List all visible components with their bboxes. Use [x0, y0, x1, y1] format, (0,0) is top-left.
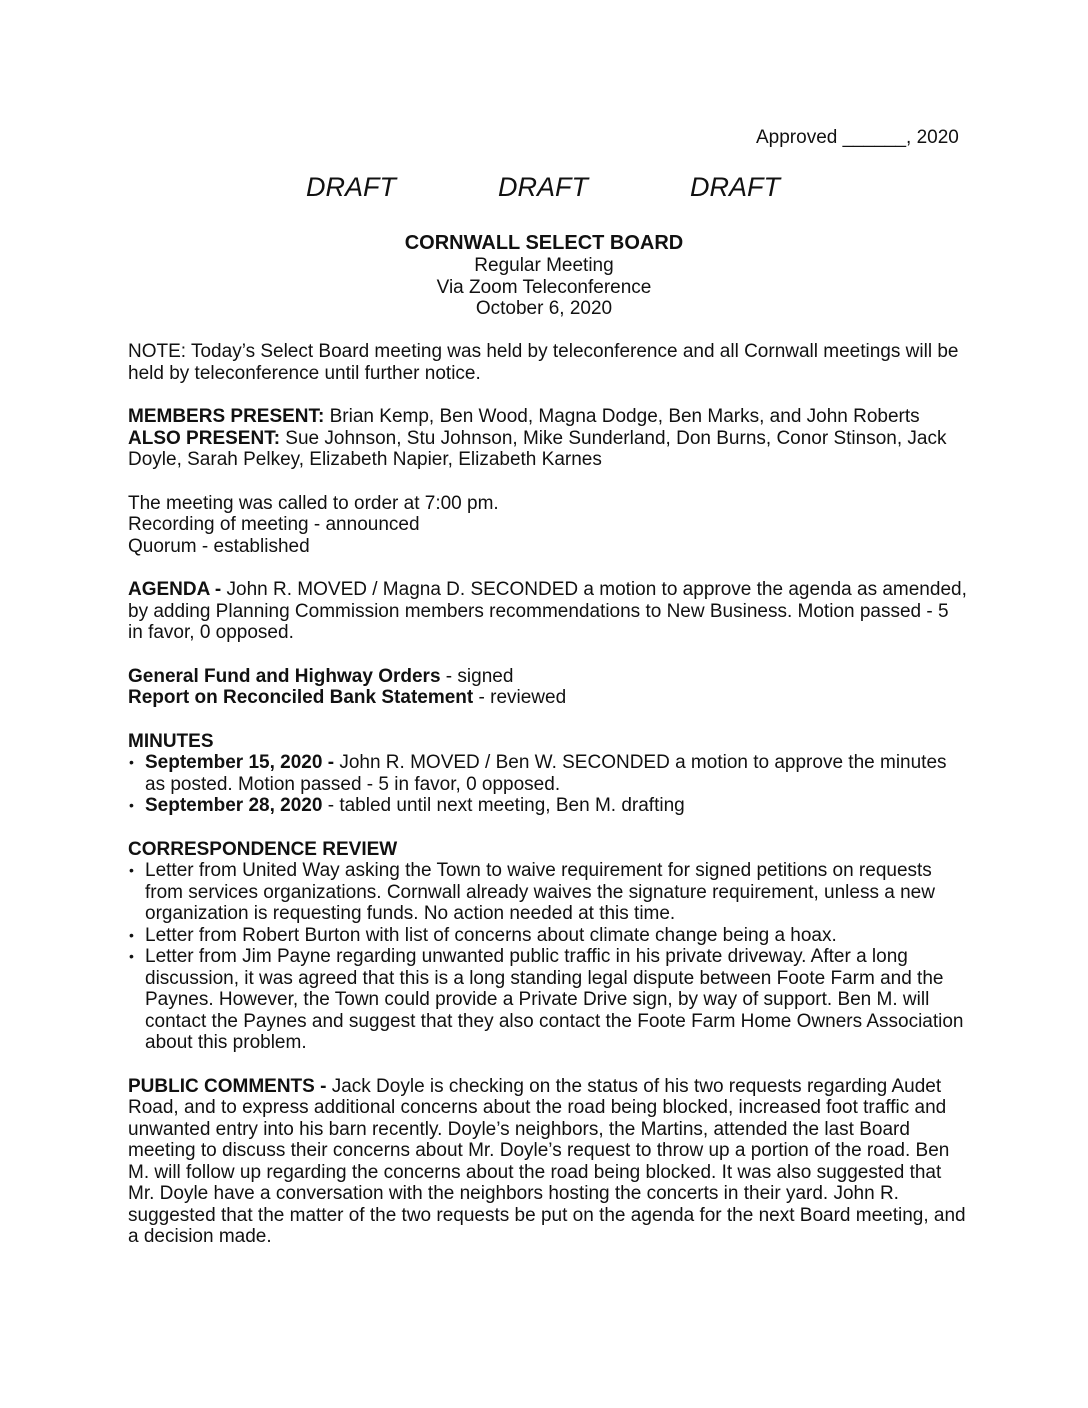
minutes-item-label: September 28, 2020 — [145, 795, 323, 816]
minutes-body — [128, 341, 968, 1248]
list-item — [128, 752, 968, 795]
bank-statement-label: Report on Reconciled Bank Statement — [128, 687, 474, 708]
public-comments-text: Jack Doyle is checking on the status of his two requests regarding Audet Road, and to express additional concerns about the road being blocked, increased foot traffic and unwanted entry into his barn recently. Doyle’s neighbors, the Martins, attended the last Board meeting to discuss their concerns about Mr. Doyle’s request to throw up a portion of the road. Ben M. will follow up regarding the concerns about the road being blocked. It was also suggested that Mr. Doyle have a conversation with the neighbors hosting the concerts in their yard. John R. suggested that the matter of the two requests be put on the agenda for the next Board meeting, and a decision made. — [128, 1075, 966, 1247]
draft-mark: DRAFT — [306, 172, 396, 202]
correspondence-heading — [128, 839, 968, 861]
bank-statement-report — [128, 687, 968, 709]
meeting-type: Regular Meeting — [474, 255, 614, 276]
also-present-label: ALSO PRESENT: — [128, 427, 281, 449]
list-item: • Letter from Robert Burton with list of concerns about climate change being a hoax. — [128, 925, 968, 947]
list-item: • Letter from Jim Payne regarding unwanted public traffic in his private driveway. After a long discussion, it was agreed that this is a long standing legal dispute between Foote Farm and the Paynes. However, the Town could provide a Private Drive sign, by way of support. Ben M. will contact the Paynes and suggest that they also contact the Foote Farm Home Owners Association about this problem. — [128, 946, 968, 1054]
document-header — [0, 231, 1088, 320]
correspondence-heading-text: CORRESPONDENCE REVIEW — [128, 838, 398, 860]
meeting-venue: Via Zoom Teleconference — [436, 276, 652, 298]
approved-line: Approved ______, 2020 — [756, 127, 959, 148]
agenda-text: John R. MOVED / Magna D. SECONDED a motion to approve the agenda as amended, by adding Planning Commission members recommendations to New Business. Motion passed - 5 in favor, 0 opposed. — [128, 579, 967, 643]
also-present — [128, 428, 968, 471]
also-present-text: Sue Johnson, Stu Johnson, Mike Sunderland, Don Burns, Conor Stinson, Jack Doyle, Sarah Pelkey, Elizabeth Napier, Elizabeth Karnes — [128, 427, 947, 470]
draft-mark: DRAFT — [498, 172, 588, 202]
call-to-order: The meeting was called to order at 7:00 pm. — [128, 492, 499, 514]
minutes-heading-text: MINUTES — [128, 730, 214, 752]
minutes-item-label: September 15, 2020 - — [145, 752, 335, 773]
public-comments-section — [128, 1076, 968, 1248]
public-comments-label: PUBLIC COMMENTS - — [128, 1075, 327, 1097]
minutes-list — [128, 752, 968, 817]
list-item — [128, 795, 968, 817]
note-paragraph: NOTE: Today’s Select Board meeting was held by teleconference and all Cornwall meetings will be held by teleconference until further notice. — [128, 341, 959, 384]
members-present — [128, 406, 968, 428]
orders-label: General Fund and Highway Orders — [128, 665, 441, 687]
minutes-item-text: - tabled until next meeting, Ben M. drafting — [322, 795, 685, 816]
recording-announced: Recording of meeting - announced — [128, 514, 420, 535]
list-item: • Letter from United Way asking the Town to waive requirement for signed petitions on requests from services organizations. Cornwall already waives the signature requirement, unless a new organization is requesting funds. No action needed at this time. — [128, 860, 968, 925]
draft-mark: DRAFT — [690, 172, 780, 202]
quorum-established: Quorum - established — [128, 535, 310, 557]
members-present-label: MEMBERS PRESENT: — [128, 406, 325, 427]
correspondence-list — [128, 860, 968, 1054]
minutes-item-text: John R. MOVED / Ben W. SECONDED a motion to approve the minutes as posted. Motion passed - 5 in favor, 0 opposed. — [145, 752, 947, 795]
meeting-date: October 6, 2020 — [475, 298, 613, 319]
draft-watermarks — [0, 171, 1088, 207]
general-fund-orders — [128, 666, 968, 688]
agenda-label: AGENDA - — [128, 579, 222, 600]
bank-statement-text: - reviewed — [473, 687, 567, 708]
board-title: CORNWALL SELECT BOARD — [404, 232, 684, 254]
members-present-text: Brian Kemp, Ben Wood, Magna Dodge, Ben Marks, and John Roberts — [324, 406, 920, 427]
minutes-heading — [128, 731, 968, 753]
agenda-section — [128, 579, 968, 644]
orders-text: - signed — [440, 665, 514, 687]
